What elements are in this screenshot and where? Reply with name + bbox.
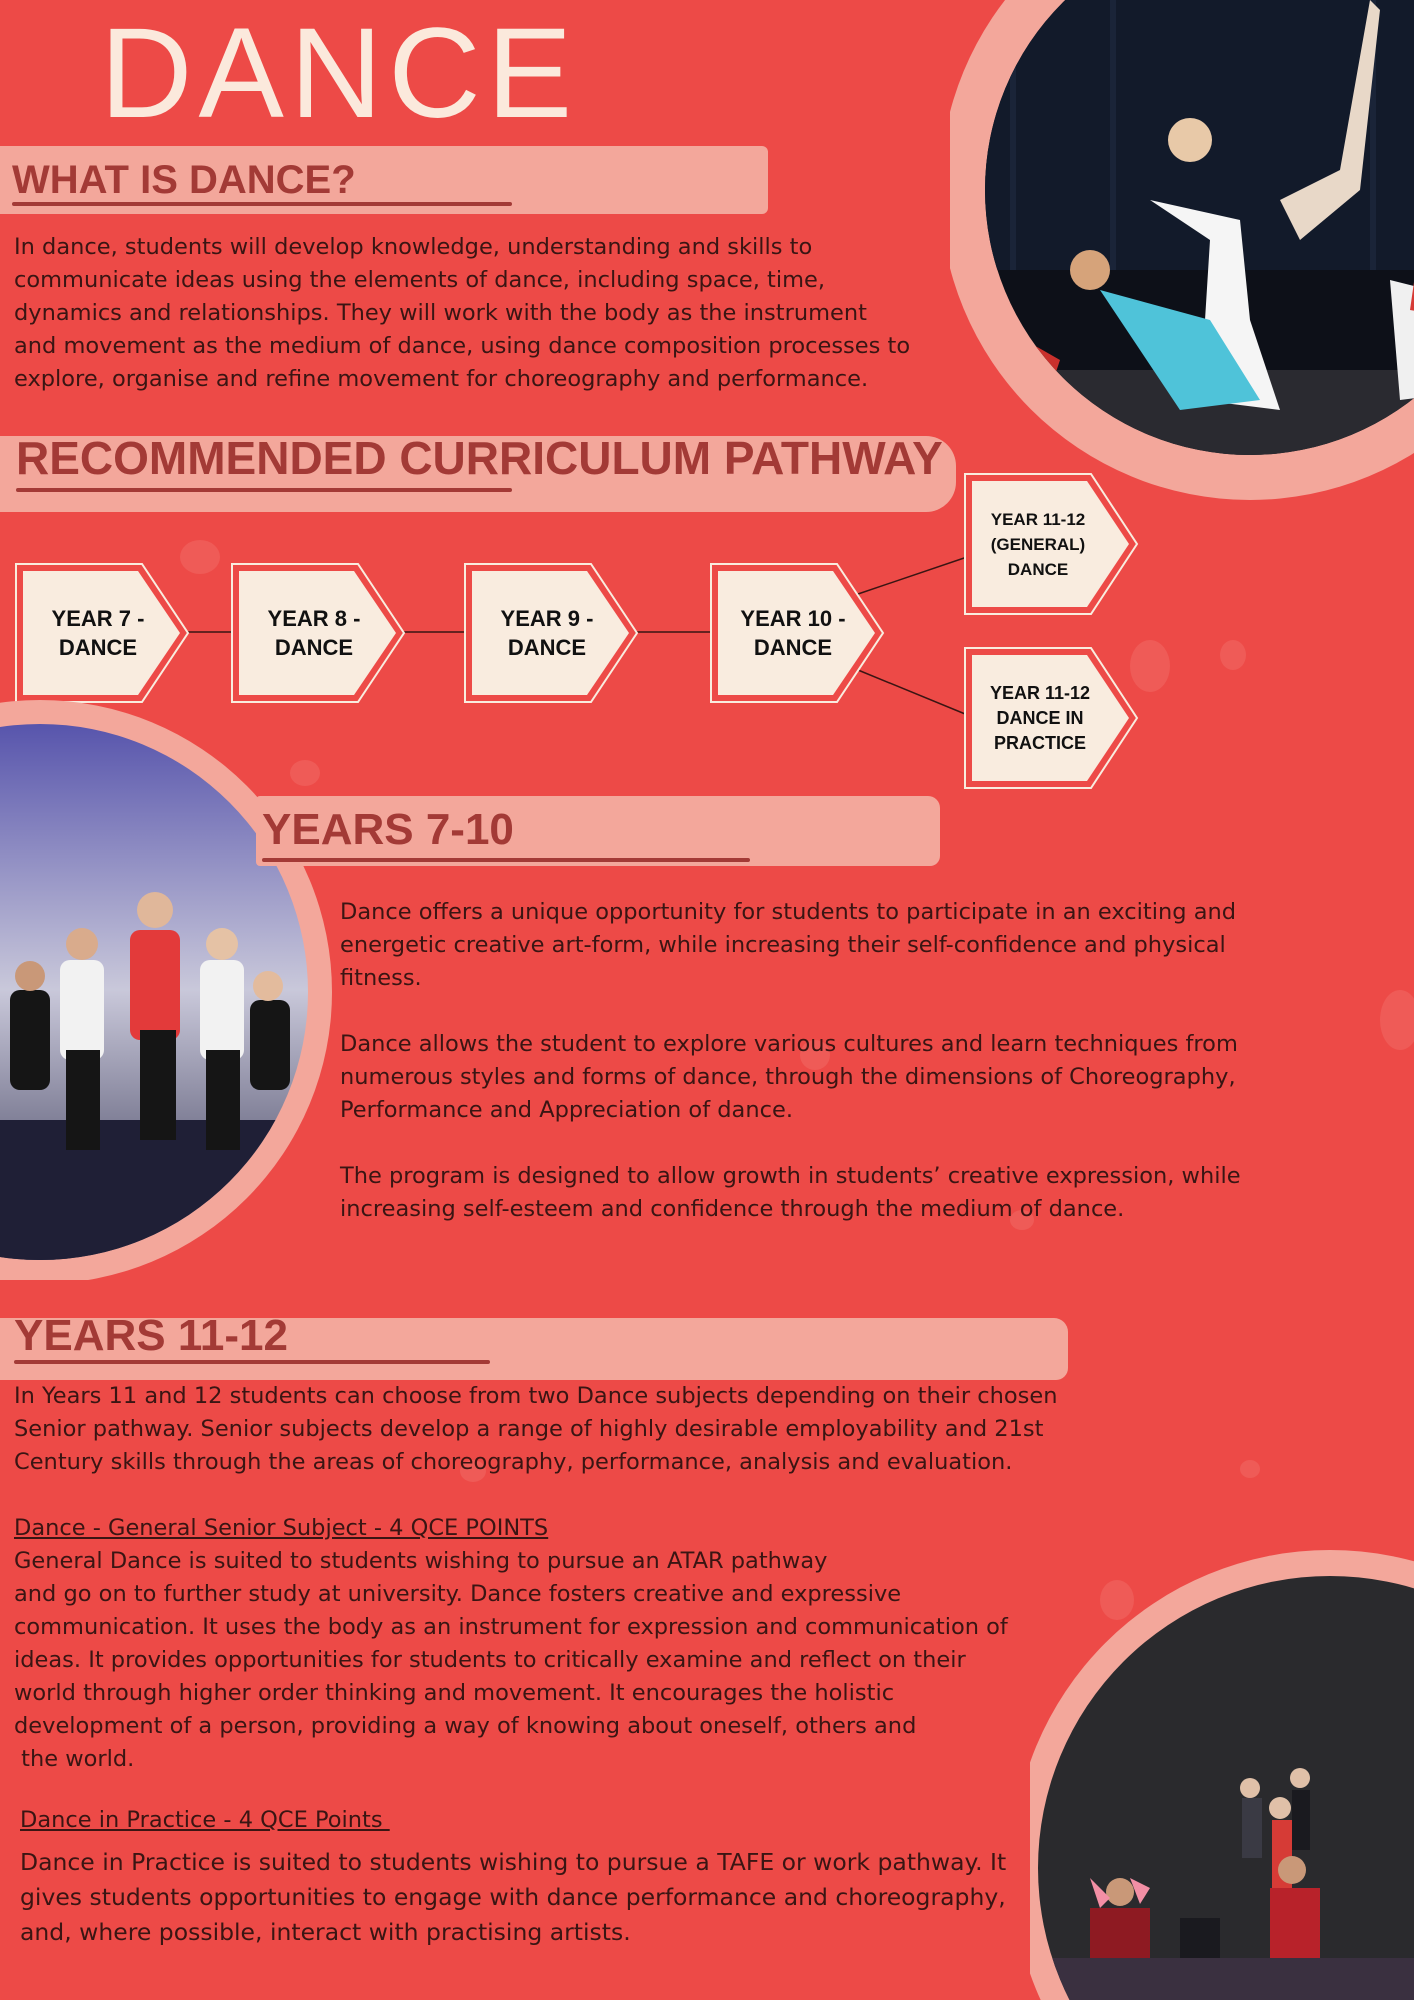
text-line: The program is designed to allow growth in students’ creative expression, while <box>340 1163 1241 1189</box>
step-label: (GENERAL) <box>990 534 1086 554</box>
years-7-10-underline <box>262 858 750 862</box>
text-line: Dance allows the student to explore various cultures and learn techniques from <box>340 1031 1238 1057</box>
text-line: development of a person, providing a way of knowing about oneself, others and <box>14 1713 917 1739</box>
text-line: In Years 11 and 12 students can choose from two Dance subjects depending on their chosen <box>14 1383 1058 1409</box>
text-line: increasing self-esteem and confidence through the medium of dance. <box>340 1196 1125 1222</box>
text-line: explore, organise and refine movement for choreography and performance. <box>14 366 869 392</box>
page-title: DANCE <box>100 2 579 145</box>
text-line: energetic creative art-form, while increasing their self-confidence and physical <box>340 932 1226 958</box>
text-line: and, where possible, interact with practising artists. <box>20 1918 631 1946</box>
text-line: and movement as the medium of dance, using dance composition processes to <box>14 333 911 359</box>
years-7-10-paragraph-1 <box>340 896 1400 995</box>
step-label: DANCE <box>274 635 354 660</box>
pathway-step-year9 <box>463 562 639 704</box>
pathway-heading: RECOMMENDED CURRICULUM PATHWAY <box>16 432 943 484</box>
text-line: General Dance is suited to students wishing to pursue an ATAR pathway <box>14 1548 828 1574</box>
step-label: YEAR 9 - <box>500 606 594 631</box>
general-dance-text <box>14 1545 1054 1776</box>
text-line: Century skills through the areas of choreography, performance, analysis and evaluation. <box>14 1449 1013 1475</box>
years-7-10-paragraph-2 <box>340 1028 1400 1127</box>
what-is-dance-heading: WHAT IS DANCE? <box>12 158 356 202</box>
general-dance-heading: Dance - General Senior Subject - 4 QCE POINTS <box>14 1515 549 1541</box>
pathway-step-year8 <box>230 562 406 704</box>
stage-performance-photo <box>1030 1548 1414 2000</box>
text-line: world through higher order thinking and movement. It encourages the holistic <box>14 1680 895 1706</box>
text-line: and go on to further study at university. Dance fosters creative and expressive <box>14 1581 902 1607</box>
text-line: gives students opportunities to engage with dance performance and choreography, <box>20 1883 1006 1911</box>
years-7-10-heading: YEARS 7-10 <box>262 805 514 854</box>
text-line: Senior pathway. Senior subjects develop a range of highly desirable employability and 21st <box>14 1416 1044 1442</box>
text-line: communication. It uses the body as an instrument for expression and communication of <box>14 1614 1008 1640</box>
text-line: communicate ideas using the elements of dance, including space, time, <box>14 267 826 293</box>
text-line: In dance, students will develop knowledge, understanding and skills to <box>14 234 813 260</box>
pathway-step-year10 <box>709 562 885 704</box>
step-label: DANCE <box>507 635 587 660</box>
text-line: Dance offers a unique opportunity for students to participate in an exciting and <box>340 899 1237 925</box>
step-label: YEAR 7 - <box>51 606 145 631</box>
text-line: fitness. <box>340 965 422 991</box>
pathway-connectors <box>0 0 1414 800</box>
step-label: YEAR 11-12 <box>989 682 1091 703</box>
text-line: Dance in Practice is suited to students wishing to pursue a TAFE or work pathway. It <box>20 1848 1007 1876</box>
step-label: DANCE IN <box>996 707 1084 728</box>
pathway-step-year7 <box>14 562 190 704</box>
years-7-10-paragraph-3 <box>340 1160 1400 1226</box>
text-line: dynamics and relationships. They will work with the body as the instrument <box>14 300 867 326</box>
text-line: ideas. It provides opportunities for students to critically examine and reflect on their <box>14 1647 966 1673</box>
text-line: Performance and Appreciation of dance. <box>340 1097 793 1123</box>
dance-in-practice-heading: Dance in Practice - 4 QCE Points <box>20 1807 390 1833</box>
step-label: DANCE <box>58 635 138 660</box>
years-11-12-heading: YEARS 11-12 <box>14 1311 288 1360</box>
text-line: numerous styles and forms of dance, through the dimensions of Choreography, <box>340 1064 1236 1090</box>
step-label: YEAR 8 - <box>267 606 361 631</box>
step-label: DANCE <box>1007 559 1069 579</box>
step-label: YEAR 11-12 <box>990 509 1086 529</box>
step-label: PRACTICE <box>993 732 1086 753</box>
step-label: YEAR 10 - <box>740 606 846 631</box>
years-11-12-underline <box>14 1360 490 1364</box>
pathway-step-year11-12-general <box>963 472 1139 616</box>
hip-hop-dancers-photo <box>0 700 340 1280</box>
text-line: the world. <box>14 1746 135 1772</box>
years-11-12-intro <box>14 1380 1144 1479</box>
dance-in-practice-text <box>20 1845 1060 1950</box>
step-label: DANCE <box>753 635 833 660</box>
pathway-step-year11-12-practice <box>963 646 1139 790</box>
